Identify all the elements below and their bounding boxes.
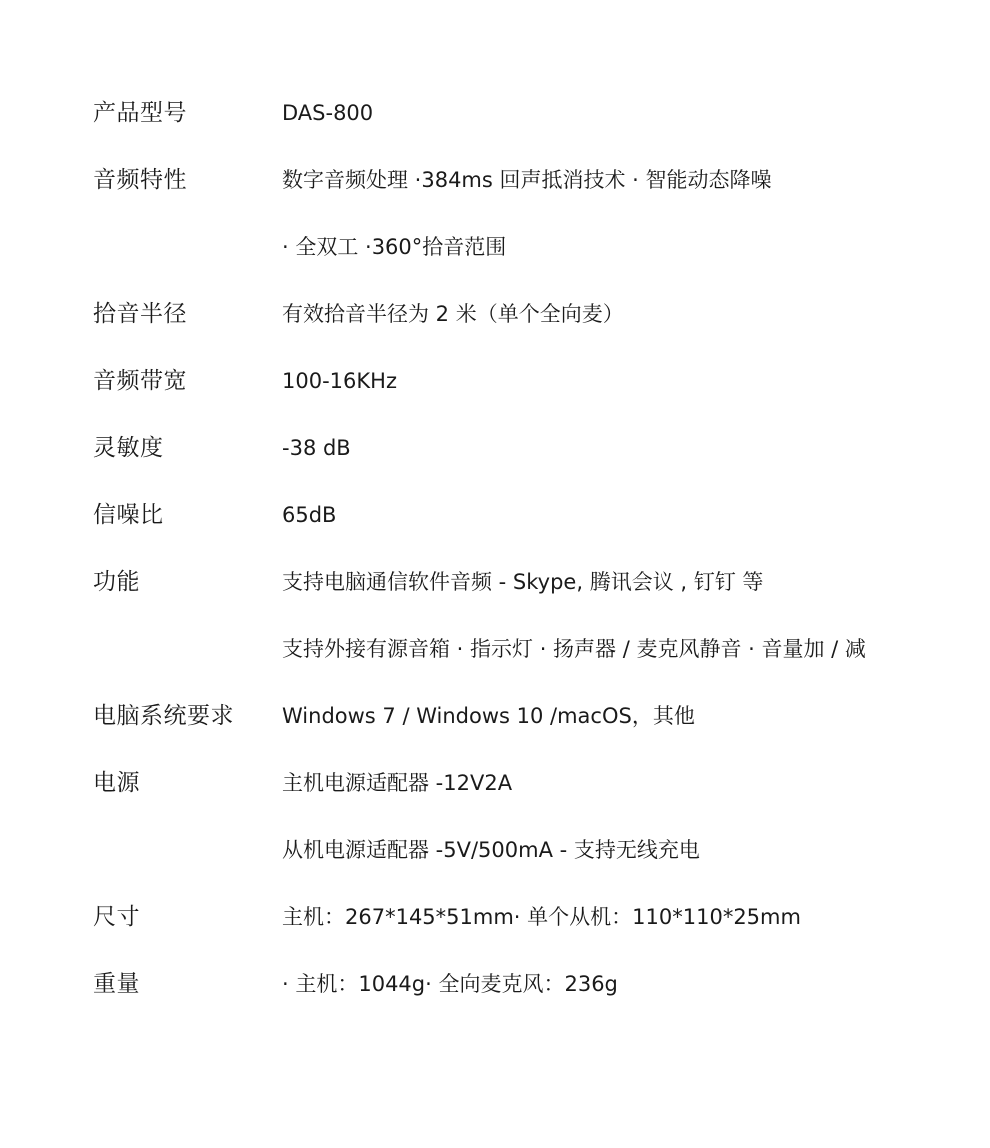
spec-label: 电脑系统要求 (93, 703, 234, 729)
spec-row-power (93, 750, 953, 884)
spec-value: 100-16KHz (282, 369, 397, 393)
spec-label: 音频带宽 (93, 368, 187, 394)
spec-value: 65dB (282, 503, 337, 527)
spec-values (282, 884, 953, 951)
spec-row-snr (93, 482, 953, 549)
spec-label: 拾音半径 (93, 301, 187, 327)
spec-values (282, 951, 953, 1018)
spec-label: 信噪比 (93, 502, 164, 528)
spec-row-pickup-radius (93, 281, 953, 348)
spec-value: Windows 7 / Windows 10 /macOS，其他 (282, 704, 695, 728)
spec-row-sensitivity (93, 415, 953, 482)
spec-value: · 主机：1044g· 全向麦克风：236g (282, 972, 618, 996)
spec-table (93, 80, 953, 1018)
spec-values (282, 750, 953, 884)
spec-values (282, 683, 953, 750)
spec-label: 音频特性 (93, 167, 187, 193)
spec-value: DAS-800 (282, 101, 374, 125)
spec-label: 重量 (93, 971, 140, 997)
spec-values (282, 348, 953, 415)
spec-label: 功能 (93, 569, 140, 595)
spec-value: · 全双工 ·360°拾音范围 (282, 235, 507, 259)
spec-label: 灵敏度 (93, 435, 164, 461)
spec-values (282, 549, 953, 683)
spec-row-dimensions (93, 884, 953, 951)
spec-label: 产品型号 (93, 100, 187, 126)
spec-values (282, 80, 953, 147)
spec-value: 主机：267*145*51mm· 单个从机：110*110*25mm (282, 905, 801, 929)
spec-value: -38 dB (282, 436, 351, 460)
spec-value: 主机电源适配器 -12V2A (282, 771, 513, 795)
spec-row-weight (93, 951, 953, 1018)
spec-values (282, 415, 953, 482)
spec-row-bandwidth (93, 348, 953, 415)
spec-value: 数字音频处理 ·384ms 回声抵消技术 · 智能动态降噪 (282, 168, 772, 192)
spec-row-functions (93, 549, 953, 683)
spec-values (282, 482, 953, 549)
spec-row-model (93, 80, 953, 147)
spec-values (282, 281, 953, 348)
spec-row-audio-features (93, 147, 953, 281)
spec-value: 从机电源适配器 -5V/500mA - 支持无线充电 (282, 838, 700, 862)
spec-values (282, 147, 953, 281)
spec-value: 有效拾音半径为 2 米（单个全向麦） (282, 302, 624, 326)
spec-row-system-requirements (93, 683, 953, 750)
spec-value: 支持电脑通信软件音频 - Skype, 腾讯会议 , 钉钉 等 (282, 570, 764, 594)
spec-label: 尺寸 (93, 904, 140, 930)
spec-label: 电源 (93, 770, 140, 796)
spec-value: 支持外接有源音箱 · 指示灯 · 扬声器 / 麦克风静音 · 音量加 / 减 (282, 637, 866, 661)
